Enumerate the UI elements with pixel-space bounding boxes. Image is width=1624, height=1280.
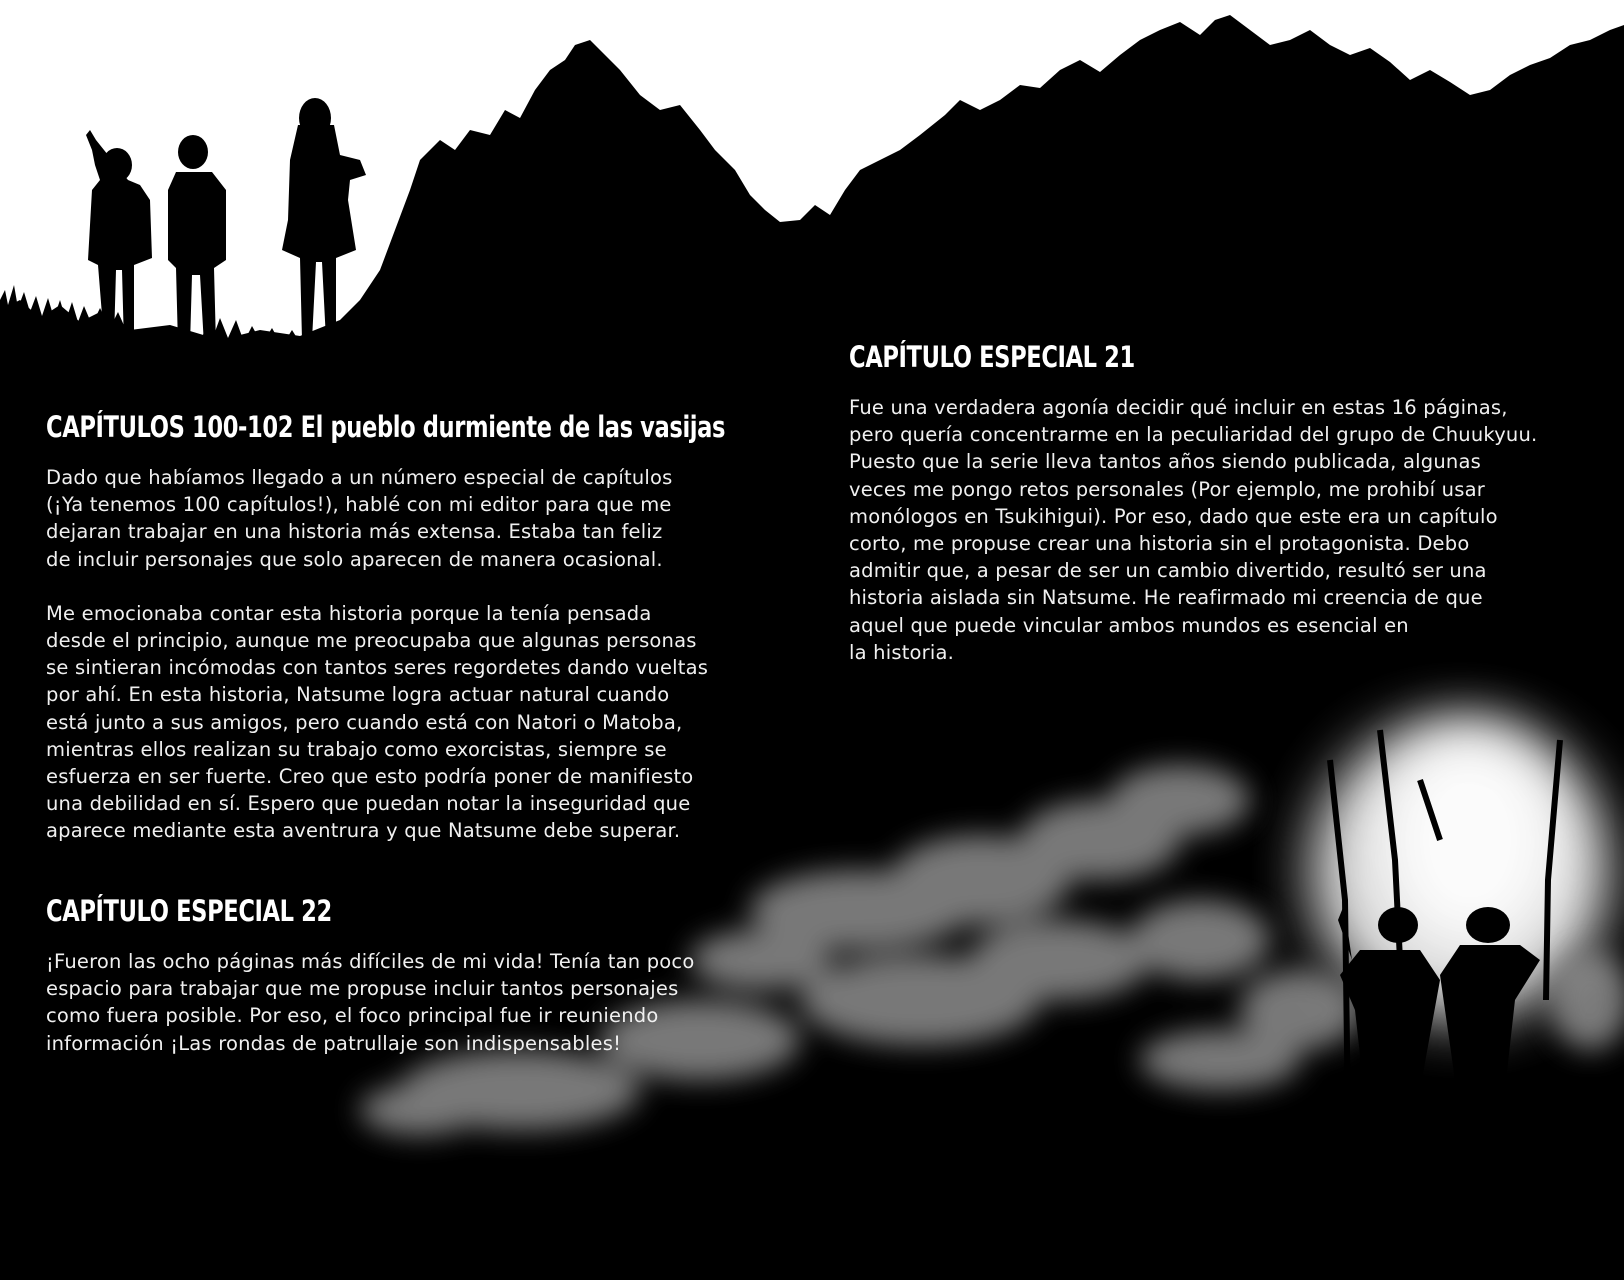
body-line: corto, me propuse crear una historia sin el protagonista. Debo <box>849 532 1470 556</box>
body-line: historia aislada sin Natsume. He reafirmado mi creencia de que <box>849 586 1483 610</box>
body-line: espacio para trabajar que me propuse incluir tantos personajes <box>46 977 679 1001</box>
section-body <box>46 948 694 1057</box>
body-line: esfuerza en ser fuerte. Creo que esto podría poner de manifiesto <box>46 765 694 789</box>
body-line: aquel que puede vincular ambos mundos es esencial en <box>849 613 1409 637</box>
body-line: una debilidad en sí. Espero que puedan notar la inseguridad que <box>46 792 691 816</box>
section-chapters-100-102 <box>46 410 917 845</box>
body-line: como fuera posible. Por eso, el foco principal fue ir reuniendo <box>46 1004 659 1028</box>
body-line: se sintieran incómodas con tantos seres regordetes dando vueltas <box>46 656 709 680</box>
body-line: pero quería concentrarme en la peculiaridad del grupo de Chuukyuu. <box>849 423 1538 447</box>
paragraph-gap <box>46 573 917 600</box>
body-line: la historia. <box>849 640 955 664</box>
body-line: (¡Ya tenemos 100 capítulos!), hablé con mi editor para que me <box>46 493 672 517</box>
body-line: desde el principio, aunque me preocupaba que algunas personas <box>46 629 697 653</box>
body-line: admitir que, a pesar de ser un cambio divertido, resultó ser una <box>849 559 1487 583</box>
section-heading: CAPÍTULOS 100-102 El pueblo durmiente de las vasijas <box>46 410 726 444</box>
body-line: de incluir personajes que solo aparecen de manera ocasional. <box>46 547 663 571</box>
body-line: información ¡Las rondas de patrullaje son indispensables! <box>46 1031 622 1055</box>
body-line: Me emocionaba contar esta historia porque la tenía pensada <box>46 601 652 625</box>
section-special-22 <box>46 894 694 1057</box>
body-line: Puesto que la serie lleva tantos años siendo publicada, algunas <box>849 450 1481 474</box>
body-line: Fue una verdadera agonía decidir qué incluir en estas 16 páginas, <box>849 396 1508 419</box>
section-body <box>849 394 1537 666</box>
section-heading: CAPÍTULO ESPECIAL 22 <box>46 894 332 928</box>
body-line: mientras ellos realizan su trabajo como exorcistas, siempre se <box>46 737 667 761</box>
section-body <box>46 464 917 845</box>
body-line: monólogos en Tsukihigui). Por eso, dado que este era un capítulo <box>849 504 1498 528</box>
body-line: dejaran trabajar en una historia más extensa. Estaba tan feliz <box>46 520 663 544</box>
body-line: ¡Fueron las ocho páginas más difíciles de mi vida! Tenía tan poco <box>46 950 695 973</box>
body-line: Dado que habíamos llegado a un número especial de capítulos <box>46 466 673 489</box>
section-heading: CAPÍTULO ESPECIAL 21 <box>849 340 1135 374</box>
section-special-21 <box>849 340 1537 666</box>
body-line: veces me pongo retos personales (Por ejemplo, me prohibí usar <box>849 477 1485 501</box>
body-line: aparece mediante esta aventrura y que Natsume debe superar. <box>46 819 681 843</box>
body-line: por ahí. En esta historia, Natsume logra actuar natural cuando <box>46 683 670 707</box>
body-line: está junto a sus amigos, pero cuando está con Natori o Matoba, <box>46 710 683 734</box>
